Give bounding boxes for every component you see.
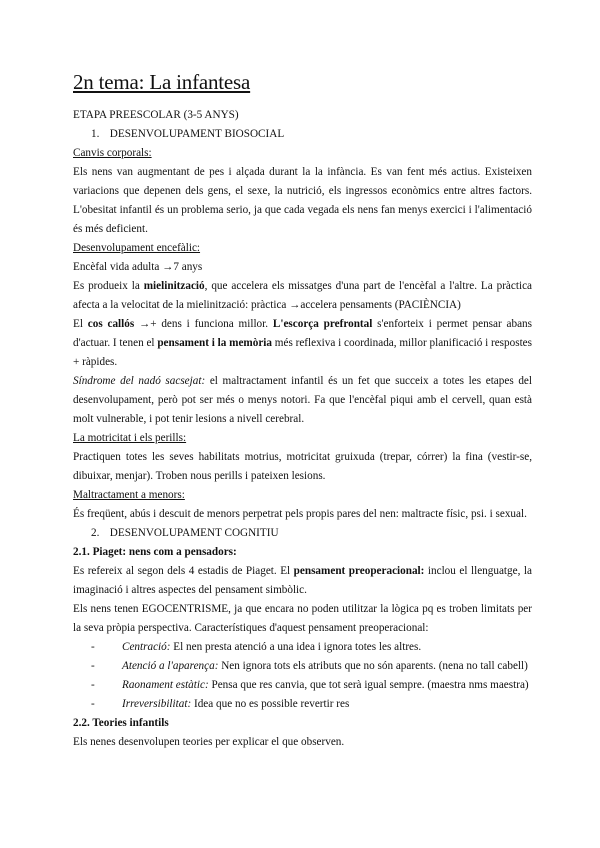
subheading-maltractament: Maltractament a menors: bbox=[73, 489, 185, 501]
document-body bbox=[73, 106, 532, 752]
subheading-teories: 2.2. Teories infantils bbox=[73, 717, 169, 729]
stage-heading: ETAPA PREESCOLAR (3-5 ANYS) bbox=[73, 109, 239, 121]
subheading-encefalic: Desenvolupament encefàlic: bbox=[73, 242, 201, 254]
section-2-number: 2. bbox=[91, 527, 100, 539]
section-1-heading bbox=[73, 125, 532, 144]
list-item: - Atenció a l'aparença: Nen ignora tots els atributs que no són aparents. (nena no tall cabell) bbox=[91, 660, 528, 672]
subheading-motricitat: La motricitat i els perills: bbox=[73, 432, 187, 444]
section-2-label: DESENVOLUPAMENT COGNITIU bbox=[109, 527, 279, 539]
paragraph-mielinitzacio: Es produeix la mielinització, que accelera els missatges d'una part de l'encèfal a l'altre. La pràctica afecta a la velocitat de la mielinització: pràctica →accelera pensaments (PACIÈNCIA) bbox=[73, 280, 532, 311]
page-title: 2n tema: La infantesa bbox=[73, 70, 251, 94]
italic-sindrome: Síndrome del nadó sacsejat: bbox=[73, 375, 206, 387]
subheading-canvis: Canvis corporals: bbox=[73, 147, 152, 159]
paragraph-motricitat: Practiquen totes les seves habilitats motrius, motricitat gruixuda (trepar, córrer) la fina (vestir-se, dibuixar, menjar). Troben nous perills i pateixen lesions. bbox=[73, 451, 532, 482]
section-1-label: DESENVOLUPAMENT BIOSOCIAL bbox=[109, 128, 285, 140]
bold-pensament-preoperacional: pensament preoperacional: bbox=[293, 565, 425, 577]
list-item: - Irreversibilitat: Idea que no es possible revertir res bbox=[91, 698, 350, 710]
paragraph-sindrome: Síndrome del nadó sacsejat: el maltractament infantil és un fet que succeix a totes les etapes del desenvolupament, però pot ser més o menys notori. Fa que l'encèfal piqui amb el cervell, quan està molt vulnerable, i pot tenir lesions a nivell cerebral. bbox=[73, 375, 532, 425]
bold-escorca: L'escorça prefrontal bbox=[272, 318, 373, 330]
line-encefal: Encèfal vida adulta →7 anys bbox=[73, 261, 203, 273]
subheading-piaget: 2.1. Piaget: nens com a pensadors: bbox=[73, 546, 237, 558]
bold-pensament-memoria: pensament i la memòria bbox=[157, 337, 272, 349]
paragraph-preoperacional: Es refereix al segon dels 4 estadis de Piaget. El pensament preoperacional: inclou el llenguatge, la imaginació i altres aspectes del pensament simbòlic. bbox=[73, 565, 532, 596]
paragraph-teories: Els nenes desenvolupen teories per explicar el que observen. bbox=[73, 736, 345, 748]
paragraph-egocentrisme: Els nens tenen EGOCENTRISME, ja que encara no poden utilitzar la lògica pq es troben limitats per la seva pròpia perspectiva. Característiques d'aquest pensament preoperacional: bbox=[73, 603, 532, 634]
bold-mielinitzacio: mielinització bbox=[143, 280, 205, 292]
section-2-heading bbox=[73, 524, 532, 543]
list-item: - Centració: El nen presta atenció a una idea i ignora totes les altres. bbox=[91, 641, 422, 653]
paragraph-cos-callos: El cos callós →+ dens i funciona millor. L'escorça prefrontal s'enforteix i permet pensar abans d'actuar. I tenen el pensament i la memòria més reflexiva i coordinada, millor planificació i respostes + ràpides. bbox=[73, 318, 533, 368]
bold-cos-callos: cos callós bbox=[87, 318, 135, 330]
list-item: - Raonament estàtic: Pensa que res canvia, que tot serà igual sempre. (maestra nms maestra) bbox=[91, 679, 529, 691]
characteristics-list bbox=[73, 638, 532, 714]
paragraph-canvis: Els nens van augmentant de pes i alçada durant la la infància. Es van fent més actius. Existeixen variacions que depenen dels gens, el sexe, la nutrició, els ingressos econòmics entre altres factors. L'obesitat infantil és un problema serio, ja que cada vegada els nens fan menys exercici i l'alimentació és més deficient. bbox=[73, 166, 532, 235]
section-1-number: 1. bbox=[91, 128, 100, 140]
paragraph-maltractament: És freqüent, abús i descuit de menors perpetrat pels propis pares del nen: maltracte físic, psi. i sexual. bbox=[73, 508, 527, 520]
